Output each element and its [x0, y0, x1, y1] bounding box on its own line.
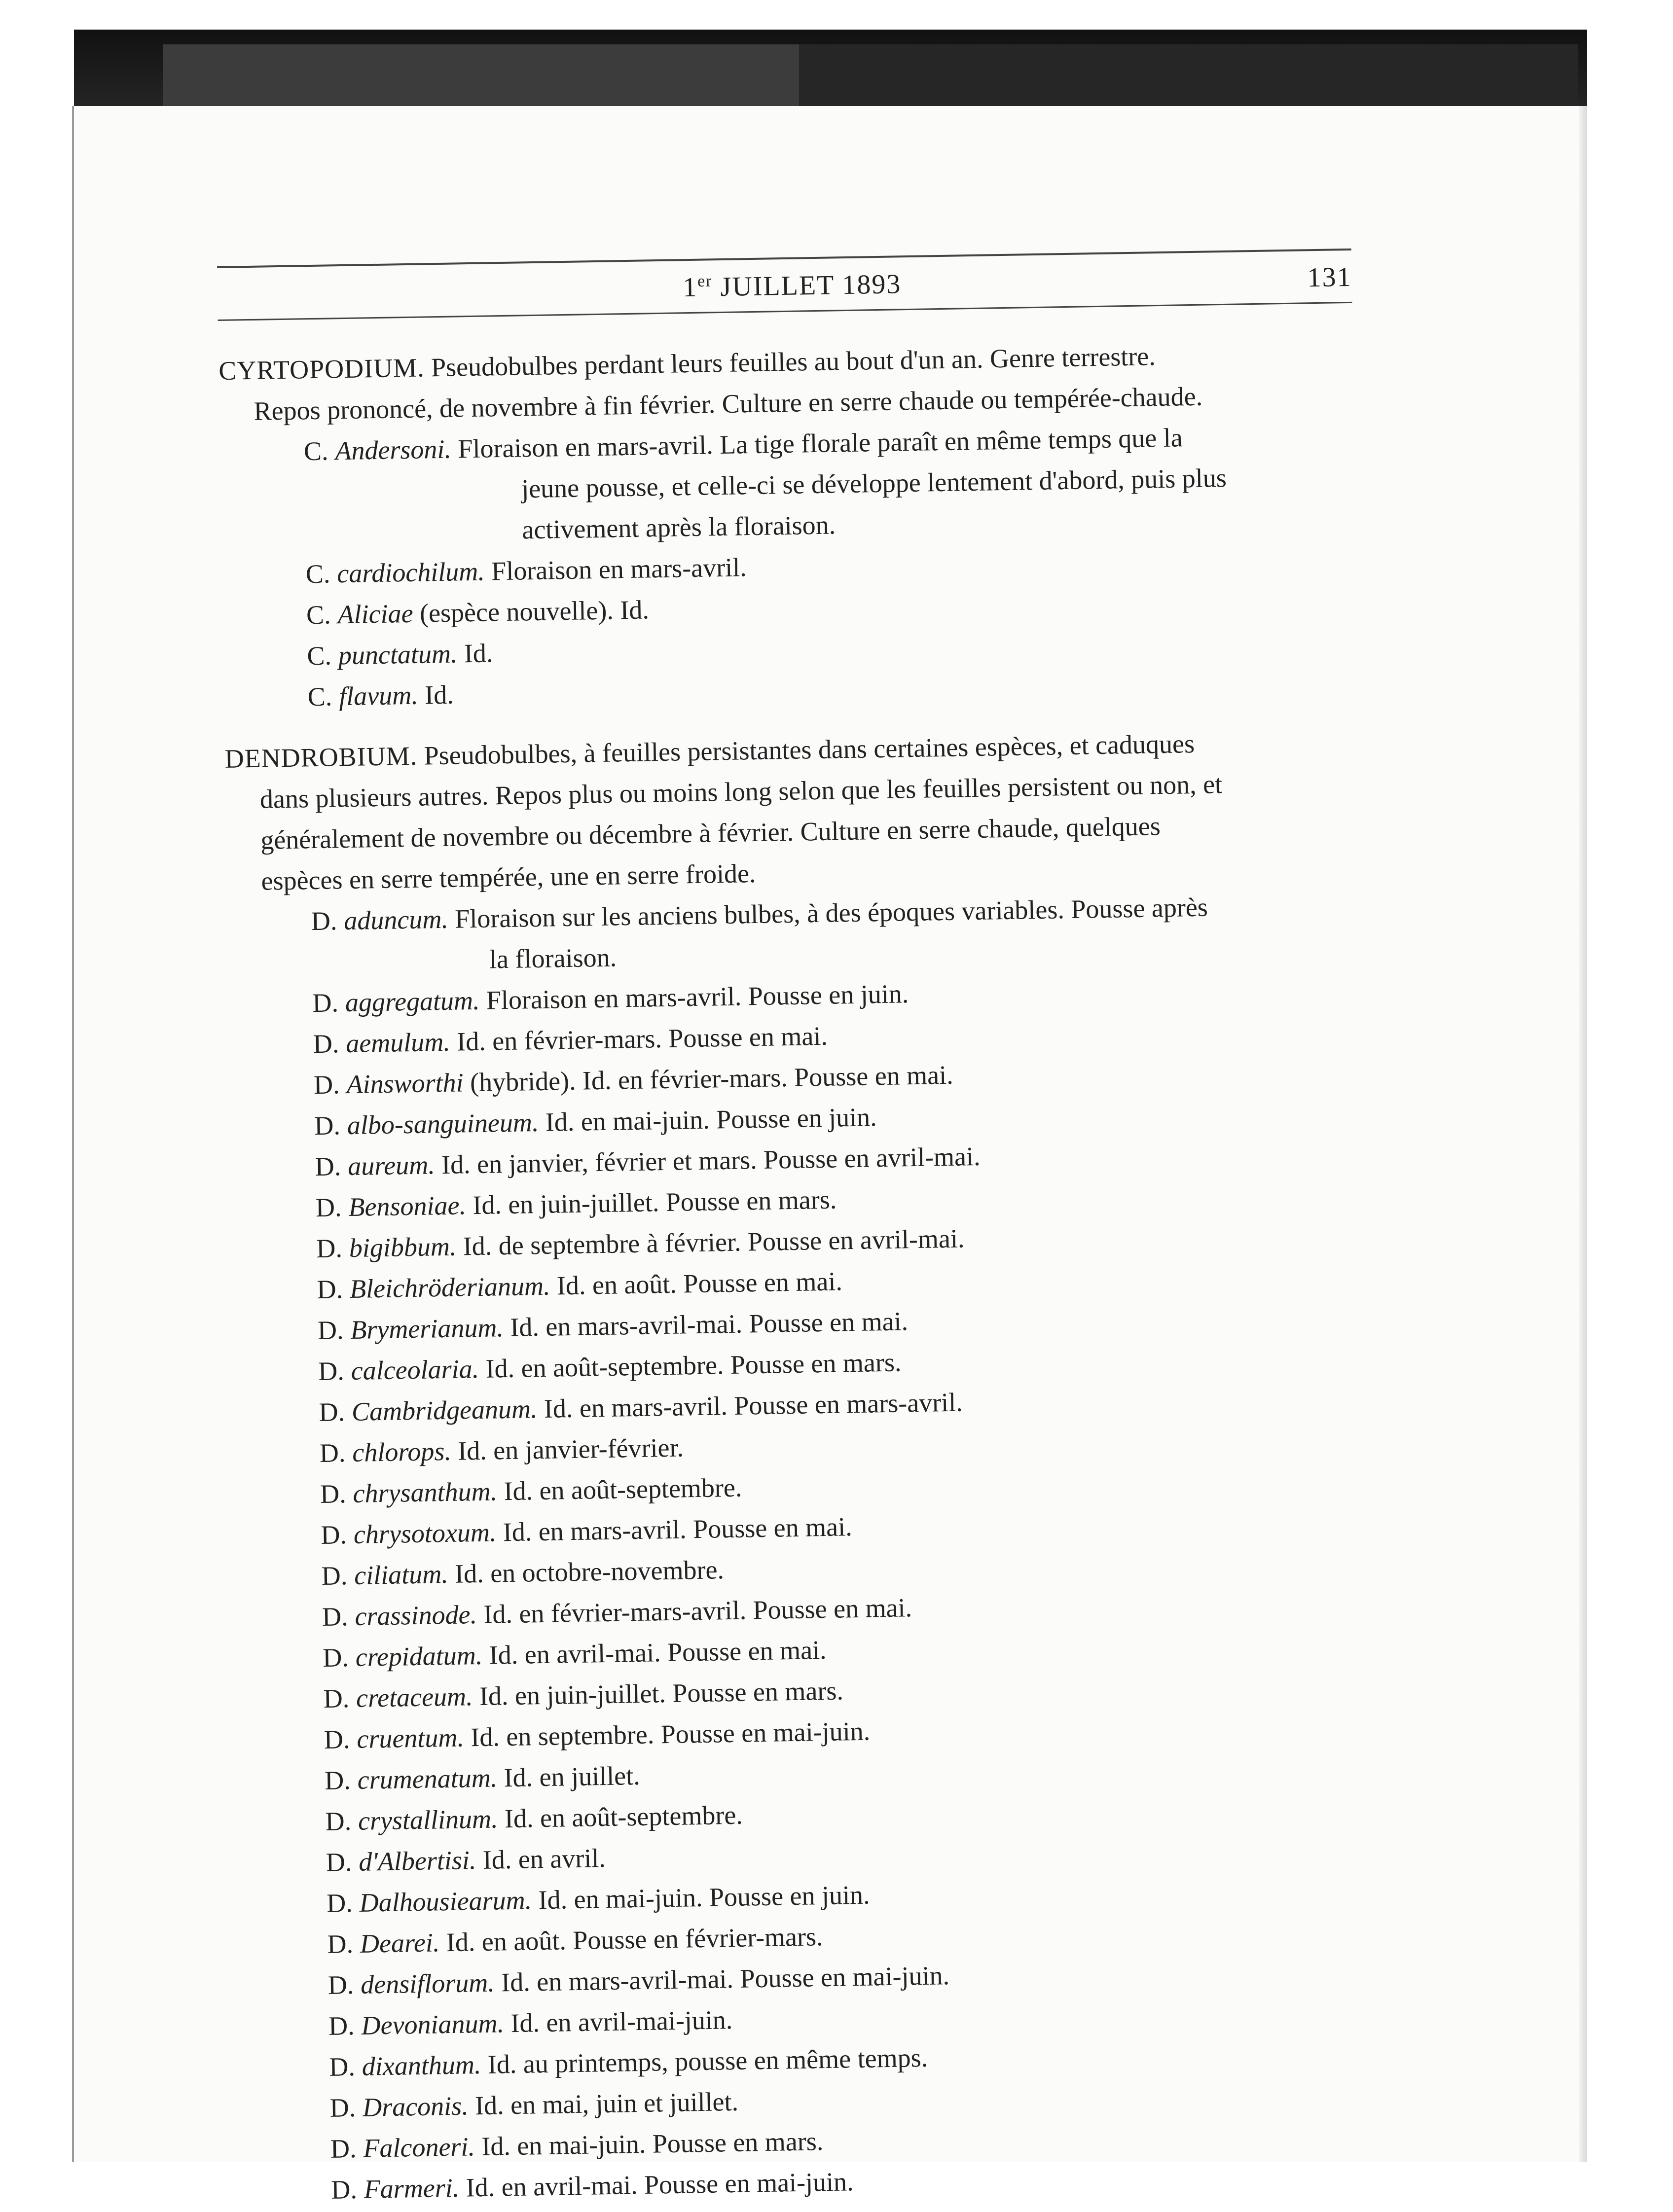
header-spacer	[218, 303, 277, 304]
species-name: calceolaria.	[351, 1354, 479, 1386]
species-name: albo-sanguineum.	[347, 1107, 539, 1141]
species-genus-abbrev: D.	[327, 1970, 354, 2000]
species-name: Falconeri.	[363, 2132, 475, 2163]
species-note: Id. en mars-avril-mai. Pousse en mai-juin.	[494, 1961, 950, 1998]
species-note: Id. en mai-juin. Pousse en juin.	[538, 1102, 877, 1137]
species-name: chlorops.	[352, 1436, 452, 1467]
species-name: ciliatum.	[354, 1559, 449, 1590]
genus-description: Pseudobulbes perdant leurs feuilles au bout d'un an. Genre terrestre.	[431, 341, 1156, 383]
species-note: Id. au printemps, pousse en même temps.	[480, 2042, 928, 2080]
species-genus-abbrev: D.	[316, 1233, 343, 1264]
species-name: cardiochilum.	[336, 556, 485, 589]
species-genus-abbrev: D.	[313, 1029, 339, 1059]
species-name: cretaceum.	[356, 1681, 473, 1713]
species-genus-abbrev: D.	[323, 1683, 350, 1713]
species-note: Id. en mai-juin. Pousse en juin.	[531, 1880, 870, 1915]
species-genus-abbrev: D.	[325, 1806, 352, 1836]
species-genus-abbrev: D.	[322, 1602, 349, 1632]
species-genus-abbrev: C.	[306, 600, 331, 630]
species-genus-abbrev: D.	[324, 1724, 350, 1754]
species-genus-abbrev: C.	[305, 559, 330, 589]
species-name: Dearei.	[360, 1927, 440, 1959]
species-name: Dalhousiearum.	[359, 1885, 532, 1918]
species-note: Floraison sur les anciens bulbes, à des époques variables. Pousse après	[448, 892, 1208, 934]
species-note: Id. en août-septembre.	[498, 1800, 743, 1834]
article-body	[218, 333, 1382, 2212]
species-name: cruentum.	[356, 1722, 465, 1754]
species-name: crepidatum.	[355, 1640, 483, 1672]
species-genus-abbrev: C.	[307, 681, 332, 712]
species-name: crassinode.	[355, 1600, 477, 1631]
species-note: Id. en mai, juin et juillet.	[468, 2086, 739, 2121]
species-genus-abbrev: D.	[320, 1520, 347, 1550]
species-list-dendrobium	[227, 885, 1382, 2212]
species-genus-abbrev: D.	[315, 1192, 342, 1223]
species-note: Id. en août. Pousse en mai.	[550, 1266, 843, 1301]
species-note: Id. en octobre-novembre.	[448, 1555, 725, 1589]
species-name: punctatum.	[338, 639, 458, 671]
species-note: Id. en avril-mai. Pousse en mai.	[482, 1635, 827, 1670]
species-genus-abbrev: D.	[330, 2134, 357, 2164]
species-name: Devonianum.	[361, 2008, 505, 2040]
species-genus-abbrev: D.	[329, 2093, 356, 2123]
species-note: Id. en août-septembre. Pousse en mars.	[478, 1347, 902, 1384]
species-genus-abbrev: D.	[318, 1356, 345, 1387]
species-name: densiflorum.	[360, 1967, 495, 1999]
species-name: Aliciae	[337, 598, 414, 630]
species-genus-abbrev: D.	[317, 1315, 344, 1346]
species-note-continued: activement après la floraison.	[521, 510, 836, 545]
species-name: crystallinum.	[358, 1804, 498, 1836]
species-note: Id. en septembre. Pousse en mai-juin.	[464, 1716, 871, 1752]
genus-description-line: Repos prononcé, de novembre à fin février. Culture en serre chaude ou tempérée-chaude.	[254, 381, 1203, 426]
page-number: 131	[1307, 261, 1352, 293]
species-list-cyrtopodium	[219, 415, 1358, 719]
species-genus-abbrev: D.	[313, 1070, 340, 1100]
species-name: Bensoniae.	[348, 1190, 467, 1222]
genus-heading: DENDROBIUM.	[224, 741, 418, 774]
species-note: Id. en juin-juillet. Pousse en mars.	[473, 1676, 844, 1712]
species-note: Floraison en mars-avril.	[484, 552, 747, 586]
species-name: aggregatum.	[345, 985, 480, 1018]
species-name: Farmeri.	[364, 2173, 460, 2204]
species-note: Id.	[457, 638, 493, 669]
species-name: Andersoni.	[334, 434, 452, 466]
species-note: Id. en janvier-février.	[451, 1432, 684, 1466]
species-name: aureum.	[347, 1150, 436, 1181]
species-name: Bleichröderianum.	[349, 1271, 550, 1304]
species-note: Id. en mars-avril. Pousse en mai.	[496, 1512, 853, 1547]
species-name: Cambridgeanum.	[351, 1394, 538, 1427]
page-edge	[1579, 106, 1587, 2162]
species-genus-abbrev: D.	[326, 1847, 352, 1877]
species-name: Brymerianum.	[350, 1313, 504, 1345]
species-name: aduncum.	[343, 904, 449, 936]
species-genus-abbrev: D.	[327, 1929, 354, 1959]
species-note: Id. en mai-juin. Pousse en mars.	[474, 2126, 824, 2162]
species-note: Id. en février-mars-avril. Pousse en mai.	[476, 1593, 912, 1630]
species-name: Draconis.	[362, 2091, 469, 2122]
species-note: Id. en février-mars. Pousse en mai.	[450, 1021, 828, 1057]
header-date: 1er JUILLET 1893	[682, 269, 902, 303]
genus-description-line: dans plusieurs autres. Repos plus ou moins long selon que les feuilles persistent ou non, et	[259, 769, 1223, 814]
species-genus-abbrev: D.	[320, 1479, 347, 1509]
species-name: chrysanthum.	[353, 1476, 498, 1508]
species-genus-abbrev: D.	[315, 1151, 341, 1182]
species-note: Id.	[418, 679, 454, 710]
species-genus-abbrev: D.	[311, 906, 337, 936]
species-note: Floraison en mars-avril. Pousse en juin.	[479, 979, 909, 1015]
species-genus-abbrev: C.	[306, 641, 332, 671]
species-note-continued: la floraison.	[489, 942, 617, 974]
species-genus-abbrev: D.	[317, 1274, 343, 1305]
species-note: Id. en janvier, février et mars. Pousse en avril-mai.	[435, 1141, 981, 1180]
species-name: d'Albertisi.	[358, 1845, 476, 1877]
species-genus-abbrev: D.	[312, 988, 339, 1018]
species-note: Id. en avril.	[475, 1843, 606, 1875]
species-genus-abbrev: C.	[303, 436, 328, 466]
species-note: Id. en mars-avril. Pousse en mars-avril.	[537, 1387, 963, 1424]
species-note: Id. en août-septembre.	[497, 1472, 742, 1506]
species-name: crumenatum.	[357, 1763, 498, 1795]
species-note: Id. en avril-mai. Pousse en mai-juin.	[459, 2167, 854, 2203]
genus-description-line: généralement de novembre ou décembre à février. Culture en serre chaude, quelques	[260, 811, 1161, 855]
species-name: Ainsworthi	[346, 1068, 464, 1100]
species-note: Id. en juillet.	[497, 1760, 641, 1793]
genus-description: Pseudobulbes, à feuilles persistantes dans certaines espèces, et caduques	[424, 728, 1195, 771]
species-name: bigibbum.	[349, 1231, 457, 1263]
species-genus-abbrev: D.	[326, 1888, 353, 1918]
species-note: (hybride). Id. en février-mars. Pousse en mai.	[463, 1060, 954, 1098]
species-genus-abbrev: D.	[319, 1438, 346, 1468]
species-genus-abbrev: D.	[328, 2011, 355, 2041]
species-genus-abbrev: D.	[330, 2175, 358, 2205]
species-note-continued: jeune pousse, et celle-ci se développe lentement d'abord, puis plus	[521, 463, 1227, 504]
genus-description-line: espèces en serre tempérée, une en serre froide.	[261, 858, 756, 896]
species-genus-abbrev: D.	[322, 1642, 349, 1673]
species-genus-abbrev: D.	[314, 1110, 341, 1141]
species-note: Id. en avril-mai-juin.	[504, 2005, 733, 2038]
species-name: flavum.	[338, 680, 419, 712]
species-note: (espèce nouvelle). Id.	[413, 595, 650, 628]
species-name: dixanthum.	[362, 2050, 481, 2081]
species-note: Id. en juin-juillet. Pousse en mars.	[466, 1184, 837, 1220]
page-content	[217, 249, 1382, 2212]
species-note: Id. de septembre à février. Pousse en avril-mai.	[456, 1223, 965, 1261]
species-note: Floraison en mars-avril. La tige florale paraît en même temps que la	[451, 423, 1183, 464]
genus-heading: CYRTOPODIUM.	[218, 353, 425, 386]
species-name: aemulum.	[345, 1027, 451, 1059]
species-note: Id. en août. Pousse en février-mars.	[439, 1922, 823, 1958]
species-name: chrysotoxum.	[353, 1517, 497, 1549]
species-genus-abbrev: D.	[319, 1397, 345, 1427]
species-genus-abbrev: D.	[328, 2052, 356, 2082]
species-genus-abbrev: D.	[324, 1765, 351, 1795]
species-genus-abbrev: D.	[321, 1561, 348, 1591]
species-note: Id. en mars-avril-mai. Pousse en mai.	[503, 1306, 909, 1343]
